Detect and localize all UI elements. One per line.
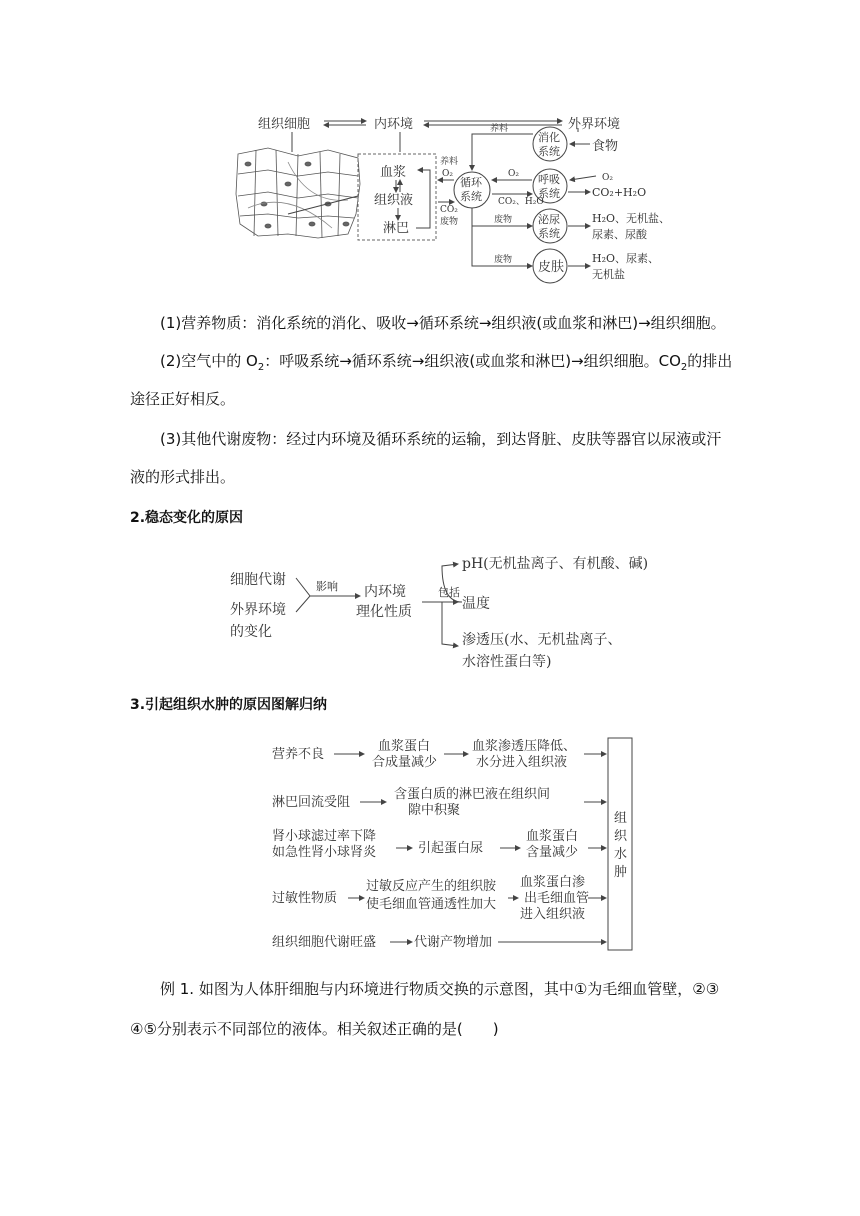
urine-out-2: 尿素、尿酸 [592, 228, 647, 241]
waste-label-2: 废物 [494, 255, 513, 265]
external-env-label: 外界环境 [568, 117, 621, 132]
temperature-label: 温度 [462, 596, 490, 612]
example-line2: ④⑤分别表示不同部位的液体。相关叙述正确的是( ) [130, 1020, 499, 1038]
row1-c2: 水分进入组织液 [476, 755, 568, 770]
p2-sub-2: 2 [680, 362, 688, 373]
row3-c1: 血浆蛋白 [526, 829, 579, 844]
co2-h2o-small: CO₂、H₂O [498, 197, 544, 207]
respiratory-line2: 系统 [538, 187, 560, 200]
cell-metabolism-label: 细胞代谢 [230, 572, 286, 588]
row3-b: 引起蛋白尿 [418, 841, 484, 856]
row3-a2: 如急性肾小球肾炎 [272, 845, 377, 860]
paragraph-nutrients: (1)营养物质：消化系统的消化、吸收→循环系统→组织液(或血浆和淋巴)→组织细胞。 [160, 314, 726, 332]
nutrient-o2-1: 养料 [440, 157, 459, 167]
row1-c1: 血浆渗透压降低、 [472, 739, 577, 754]
figure-internal-environment-exchange [228, 104, 676, 290]
row2-b1: 含蛋白质的淋巴液在组织间 [394, 787, 551, 802]
row4-c3: 进入组织液 [520, 907, 586, 922]
digestive-line1: 消化 [538, 131, 560, 144]
waste-label-1: 废物 [494, 215, 513, 225]
tissue-cell-label: 组织细胞 [258, 117, 311, 132]
p2-part-c: 的排出 [687, 352, 733, 370]
row2-a: 淋巴回流受阻 [272, 795, 351, 810]
figure-homeostasis-causes [226, 546, 676, 674]
include-label: 包括 [438, 586, 460, 599]
osmotic-1: 渗透压(水、无机盐离子、 [462, 632, 622, 648]
figure-edema-causes [262, 732, 642, 954]
co2-waste-2: 废物 [440, 217, 459, 227]
urine-out-1: H₂O、无机盐、 [592, 212, 671, 225]
plasma-label: 血浆 [380, 165, 407, 180]
row4-c2: 出毛细血管 [524, 891, 590, 906]
p2-sub-1: 2 [257, 362, 265, 373]
heading-edema-causes: 3.引起组织水肿的原因图解归纳 [130, 697, 328, 713]
food-label: 食物 [592, 139, 619, 154]
row1-a: 营养不良 [272, 747, 325, 762]
p2-part-a: (2)空气中的 O [160, 352, 258, 370]
internal-env-label: 内环境 [374, 117, 414, 132]
example-line1: 例 1. 如图为人体肝细胞与内环境进行物质交换的示意图，其中①为毛细血管壁，②③ [160, 980, 720, 998]
o2-label: O₂ [508, 169, 519, 179]
digestive-line2: 系统 [538, 145, 560, 158]
tissue-fluid-label: 组织液 [374, 193, 414, 208]
external-change-2: 的变化 [230, 624, 272, 640]
respiratory-line1: 呼吸 [538, 173, 560, 186]
circulatory-line1: 循环 [460, 176, 482, 189]
heading-homeostasis-change: 2.稳态变化的原因 [130, 510, 244, 526]
row5-a: 组织细胞代谢旺盛 [272, 935, 377, 950]
paragraph-waste-line2: 液的形式排出。 [130, 468, 236, 486]
resp-out: CO₂+H₂O [592, 186, 647, 199]
row4-c1: 血浆蛋白渗 [520, 875, 586, 890]
result-char-1: 组 [614, 811, 628, 826]
tissue-cells-illustration [236, 148, 360, 238]
urinary-line1: 泌尿 [538, 213, 560, 226]
result-char-2: 织 [614, 829, 628, 844]
row1-b1: 血浆蛋白 [378, 739, 431, 754]
urinary-line2: 系统 [538, 227, 560, 240]
circulatory-line2: 系统 [460, 190, 482, 203]
skin-out-2: 无机盐 [592, 268, 625, 281]
ph-label: pH(无机盐离子、有机酸、碱) [462, 556, 649, 572]
row3-c2: 含量减少 [526, 845, 579, 860]
nutrient-o2-2: O₂ [442, 169, 453, 179]
p2-part-b: ：呼吸系统→循环系统→组织液(或血浆和淋巴)→组织细胞。CO [264, 352, 681, 370]
affect-label: 影响 [316, 580, 338, 593]
lymph-label: 淋巴 [383, 221, 410, 236]
paragraph-oxygen-line2: 途径正好相反。 [130, 390, 236, 408]
row5-b: 代谢产物增加 [414, 935, 493, 950]
row3-a1: 肾小球滤过率下降 [272, 829, 377, 844]
osmotic-2: 水溶性蛋白等) [462, 654, 552, 670]
result-char-4: 肿 [614, 865, 628, 880]
row1-b2: 合成量减少 [372, 755, 438, 770]
row4-a: 过敏性物质 [272, 891, 338, 906]
skin-out-1: H₂O、尿素、 [592, 252, 660, 265]
row2-b2: 隙中积聚 [408, 803, 461, 818]
edema-result-box [608, 738, 632, 950]
co2-waste-1: CO₂ [440, 205, 458, 215]
resp-out-o2: O₂ [602, 173, 613, 183]
nutrient-label: 养料 [490, 124, 509, 134]
skin-label: 皮肤 [538, 260, 565, 275]
internal-prop-1: 内环境 [364, 584, 406, 600]
row4-b2: 使毛细血管通透性加大 [366, 897, 497, 912]
paragraph-waste: (3)其他代谢废物：经过内环境及循环系统的运输，到达肾脏、皮肤等器官以尿液或汗 [160, 430, 722, 448]
internal-prop-2: 理化性质 [356, 604, 412, 620]
result-char-3: 水 [614, 847, 628, 862]
external-change-1: 外界环境 [230, 602, 286, 618]
row4-b1: 过敏反应产生的组织胺 [366, 879, 497, 894]
